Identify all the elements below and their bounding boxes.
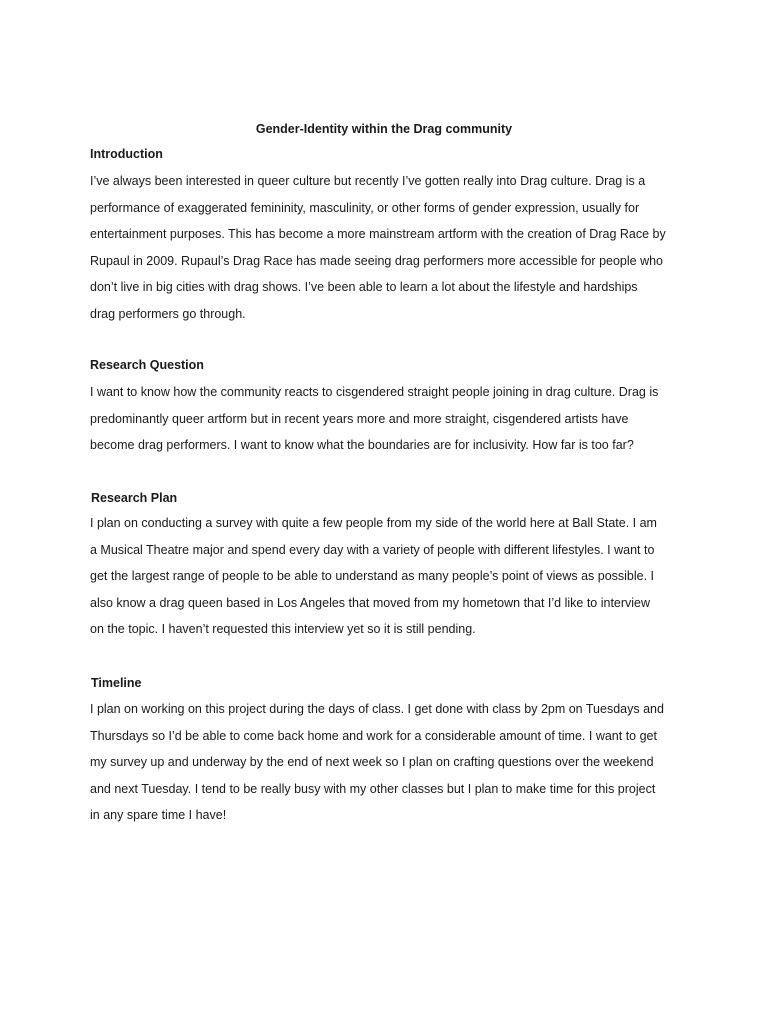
section-heading-introduction: Introduction [90, 147, 163, 161]
paragraph-line: Thursdays so I’d be able to come back home and work for a considerable amount of time. I want to get [90, 728, 657, 743]
paragraph-line: get the largest range of people to be able to understand as many people’s point of views as possible. I [90, 569, 655, 584]
paragraph-line: my survey up and underway by the end of next week so I plan on crafting questions over the weekend [90, 755, 654, 770]
section-heading-research-question: Research Question [90, 358, 204, 372]
paragraph-line: predominantly queer artform but in recent years more and more straight, cisgendered artists have [90, 411, 629, 426]
section-heading-research-plan: Research Plan [91, 491, 178, 505]
paragraph-line: performance of exaggerated femininity, masculinity, or other forms of gender expression, usually for [90, 200, 640, 215]
paragraph-line: on the topic. I haven’t requested this interview yet so it is still pending. [90, 622, 476, 637]
paragraph-line: also know a drag queen based in Los Angeles that moved from my hometown that I’d like to interview [90, 595, 651, 610]
paragraph-line: entertainment purposes. This has become a more mainstream artform with the creation of Drag Race by [90, 227, 666, 242]
section-paragraph-research-plan [90, 510, 700, 643]
paragraph-line: don’t live in big cities with drag shows. I’ve been able to learn a lot about the lifestyle and hardships [90, 280, 638, 295]
section-paragraph-timeline [90, 696, 700, 829]
paragraph-line: Rupaul in 2009. Rupaul’s Drag Race has made seeing drag performers more accessible for people who [90, 253, 664, 268]
section-paragraph-research-question [90, 379, 700, 459]
paragraph-line: I plan on conducting a survey with quite a few people from my side of the world here at Ball State. I am [90, 516, 657, 530]
paragraph-line: I’ve always been interested in queer culture but recently I’ve gotten really into Drag culture. Drag is a [90, 174, 646, 188]
paragraph-line: and next Tuesday. I tend to be really busy with my other classes but I plan to make time for this project [90, 781, 656, 796]
section-paragraph-introduction [90, 168, 700, 328]
document-title: Gender-Identity within the Drag community [255, 122, 513, 136]
paragraph-line: drag performers go through. [90, 306, 246, 321]
paragraph-line: a Musical Theatre major and spend every day with a variety of people with different lifestyles. I want to [90, 542, 655, 557]
paragraph-line: become drag performers. I want to know what the boundaries are for inclusivity. How far is too far? [90, 438, 634, 453]
section-heading-timeline: Timeline [91, 676, 142, 690]
paragraph-line: in any spare time I have! [90, 808, 227, 823]
paragraph-line: I want to know how the community reacts to cisgendered straight people joining in drag culture. Drag is [90, 385, 659, 399]
paragraph-line: I plan on working on this project during the days of class. I get done with class by 2pm on Tuesdays and [90, 702, 664, 716]
